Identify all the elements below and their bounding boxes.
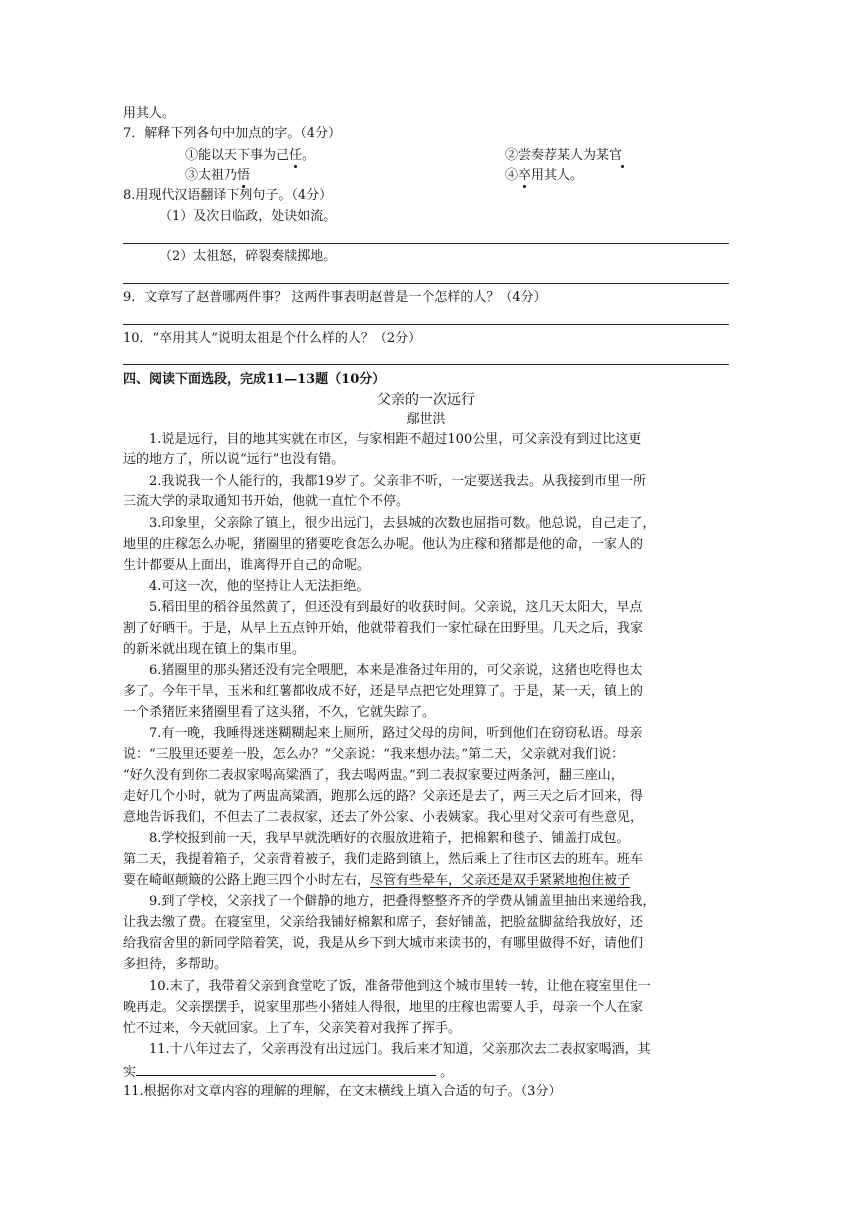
question-8: 8.用现代汉语翻译下列句子。（4分） [123, 188, 333, 203]
text-line: 实 。 [123, 1061, 453, 1083]
text-line: 意地告诉我们，不但去了二表叔家，还去了外公家、小表姨家。我心里对父亲可有些意见， [123, 810, 644, 825]
question-7: 7．解释下列各句中加点的字。（4分） [123, 126, 342, 141]
text-line: 让我去缴了费。在寝室里，父亲给我铺好棉絮和席子，套好铺盖，把脸盆脚盆给我放好，还 [123, 915, 644, 930]
text-line: 忙不过来，今天就回家。上了车，父亲笑着对我挥了挥手。 [123, 1021, 462, 1036]
q7-option-3: ③太祖乃悟 [185, 168, 251, 183]
text-line: 远的地方了，所以说“远行”也没有错。 [123, 452, 345, 467]
text-line: 多担待，多帮助。 [123, 957, 228, 972]
fill-blank[interactable] [136, 1061, 436, 1076]
text-line: 要在崎岖颠簸的公路上跑三四个小时左右，尽管有些晕车，父亲还是双手紧紧地抱住被子 [123, 873, 631, 888]
q7-option-2: ②尝奏荐某人为某官 [505, 148, 623, 163]
q8-item-1: （1）及次日临政，处诀如流。 [159, 209, 337, 224]
article-author: 鄢世洪 [406, 412, 446, 427]
text-line: 的新米就出现在镇上的集市里。 [123, 642, 306, 657]
text-line: 用其人。 [123, 106, 176, 121]
text-line: 走好几个小时，就为了两盅高粱酒，跑那么远的路？父亲还是去了，两三天之后才回来，得 [123, 789, 644, 804]
text-line: 一个杀猪匠来猪圈里看了这头猪，不久，它就失踪了。 [123, 705, 436, 720]
text-line: 8.学校报到前一天，我早早就洗晒好的衣服放进箱子，把棉絮和毯子、铺盖打成包。 [149, 831, 630, 846]
text-line: “好久没有到你二表叔家喝高粱酒了，我去喝两盅。”到二表叔家要过两条河，翻三座山， [123, 768, 624, 783]
text-line: 说：“三股里还要差一股，怎么办？”父亲说：“我来想办法。”第二天，父亲就对我们说： [123, 747, 625, 762]
text-line: 生计都要从上面出，谁离得开自己的命呢。 [123, 558, 371, 573]
underlined-sentence: 尽管有些晕车，父亲还是双手紧紧地抱住被子 [370, 873, 631, 888]
text-line: 晚再走。父亲摆摆手，说家里那些小猪娃人得很，地里的庄稼也需要人手，母亲一个人在家 [123, 1000, 644, 1015]
text-line: 7.有一晚，我睡得迷迷糊糊起来上厕所，路过父母的房间，听到他们在窃窃私语。母亲 [149, 726, 643, 741]
question-9: 9．文章写了赵普哪两件事？ 这两件事表明赵普是一个怎样的人？（4分） [123, 290, 547, 305]
text-line: 5.稻田里的稻谷虽然黄了，但还没有到最好的收获时间。父亲说，这几天太阳大，早点 [149, 600, 643, 615]
question-11: 11.根据你对文章内容的理解的理解，在文末横线上填入合适的句子。（3分） [123, 1084, 562, 1099]
section-heading: 四、阅读下面选段，完成11—13题（10分） [123, 372, 386, 387]
q8-item-2: （2）太祖怒，碎裂奏牍掷地。 [159, 249, 337, 264]
text-line: 1.说是远行，目的地其实就在市区，与家相距不超过100公里，可父亲没有到过比这更 [149, 432, 642, 447]
question-10: 10．“卒用其人”说明太祖是个什么样的人？（2分） [123, 331, 422, 346]
answer-line [123, 283, 729, 284]
text-line: 给我宿舍里的新同学陪着笑，说，我是从乡下到大城市来读书的，有哪里做得不好，请他们 [123, 936, 644, 951]
text-line: 6.猪圈里的那头猪还没有完全喂肥，本来是准备过年用的，可父亲说，这猪也吃得也太 [149, 663, 643, 678]
text-line: 4.可这一次，他的坚持让人无法拒绝。 [149, 579, 370, 594]
text-line: 割了好晒干。于是，从早上五点钟开始，他就带着我们一家忙碌在田野里。几天之后，我家 [123, 621, 644, 636]
answer-line [123, 364, 729, 365]
text-line: 3.印象里，父亲除了镇上，很少出远门，去县城的次数也屈指可数。他总说，自己走了， [149, 516, 656, 531]
q7-option-1: ①能以天下事为己任。 [185, 148, 316, 163]
answer-line [123, 324, 729, 325]
text-line: 地里的庄稼怎么办呢，猪圈里的猪要吃食怎么办呢。他认为庄稼和猪都是他的命，一家人的 [123, 537, 644, 552]
text-line: 11.十八年过去了，父亲再没有出过远门。我后来才知道，父亲那次去二表叔家喝酒，其 [149, 1042, 651, 1057]
text-line: 第二天，我提着箱子，父亲背着被子，我们走路到镇上，然后乘上了往市区去的班车。班车 [123, 852, 644, 867]
article-title: 父亲的一次远行 [377, 392, 475, 408]
q7-option-4: ④卒用其人。 [505, 168, 584, 183]
text-line: 三流大学的录取通知书开始，他就一直忙个不停。 [123, 494, 410, 509]
text-line: 多了。今年干旱，玉米和红薯都收成不好，还是早点把它处理算了。于是，某一天，镇上的 [123, 684, 644, 699]
text-line: 10.末了，我带着父亲到食堂吃了饭，准备带他到这个城市里转一转，让他在寝室里住一 [149, 979, 651, 994]
answer-line [123, 243, 729, 244]
text-line: 9.到了学校，父亲找了一个僻静的地方，把叠得整整齐齐的学费从铺盖里抽出来递给我， [149, 894, 656, 909]
text-line: 2.我说我一个人能行的，我都19岁了。父亲非不听，一定要送我去。从我接到市里一所 [149, 474, 646, 489]
